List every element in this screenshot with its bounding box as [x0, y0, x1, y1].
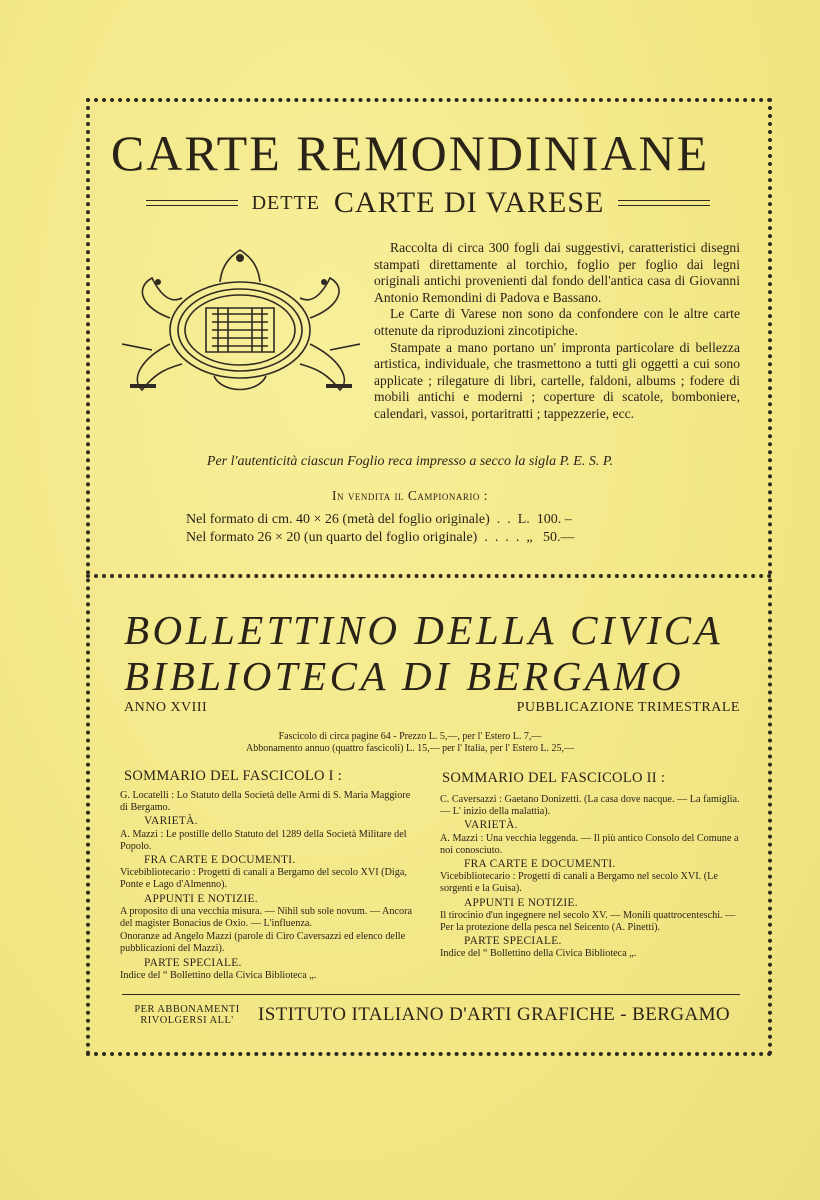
per-abbonamenti — [124, 1004, 250, 1026]
sommario-item: A. Mazzi : Le postille dello Statuto del 1289 della Società Militare del Popolo. — [120, 828, 407, 852]
sommario-item: Il tirocinio d'un ingegnere nel secolo XV. — Monili quattrocenteschi. — Per la protezione della pesca nel Seicento (A. Pinetti). — [440, 909, 736, 934]
sommario-section-heading: APPUNTI E NOTIZIE. — [144, 892, 258, 905]
sommario-section-heading: VARIETÀ. — [144, 815, 198, 828]
sommario-section-heading: PARTE SPECIALE. — [464, 935, 562, 948]
sommario-item: Vicebibliotecario : Progetti di canali a Bergamo del secolo XVI (Diga, Ponte e Lago d'Almenno). — [120, 867, 407, 891]
price-line-1: Nel formato di cm. 40 × 26 (metà del foglio originale) . . L. 100. – — [186, 512, 572, 527]
description-para-2: Le Carte di Varese non sono da confondere con le altre carte ottenute da riproduzioni zincotipiche. — [374, 306, 740, 338]
authenticity-note: Per l'autenticità ciascun Foglio reca impresso a secco la sigla P. E. S. P. — [206, 454, 614, 469]
sommario-section-heading: FRA CARTE E DOCUMENTI. — [144, 854, 296, 867]
sommario-section-heading: PARTE SPECIALE. — [144, 956, 242, 969]
anno-label: ANNO XVIII — [124, 700, 208, 715]
carte-remondiniane-title: CARTE REMONDINIANE — [110, 125, 710, 181]
sommario-2-list — [440, 794, 740, 962]
sommario-section-heading: FRA CARTE E DOCUMENTI. — [464, 858, 616, 871]
sommario-2-heading: SOMMARIO DEL FASCICOLO II : — [442, 770, 666, 786]
description-para-1: Raccolta di circa 300 fogli dai suggestivi, caratteristici disegni stampati direttamente al torchio, foglio per foglio dai legni originali antichi provenienti dal fondo dell'antica casa di Giovanni Antonio Remondini di Padova e Bassano. — [374, 240, 740, 305]
double-rule-left — [146, 200, 238, 206]
dotted-separator — [86, 574, 772, 578]
bollettino-title-line-1: BOLLETTINO DELLA CIVICA — [124, 607, 724, 653]
vendita-heading: In vendita il Campionario : — [331, 488, 489, 503]
sommario-1-list — [120, 790, 420, 983]
fascicolo-price: Fascicolo di circa pagine 64 - Prezzo L. 5,—, per l' Estero L. 7,— — [278, 731, 542, 742]
price-line-2: Nel formato 26 × 20 (un quarto del foglio originale) . . . . „ 50.— — [186, 530, 575, 545]
per-abbonamenti-line-1: PER ABBONAMENTI — [134, 1004, 240, 1015]
subtitle-row — [118, 186, 738, 220]
footer-rule — [122, 994, 740, 995]
dette-label: DETTE — [251, 191, 320, 214]
sommario-section-heading: VARIETÀ. — [464, 819, 518, 832]
per-abbonamenti-line-2: RIVOLGERSI ALL' — [140, 1015, 234, 1026]
carte-di-varese-subtitle: CARTE DI VARESE — [333, 186, 605, 219]
sommario-item: C. Caversazzi : Gaetano Donizetti. (La casa dove nacque. — La famiglia. — L' inizio della malattia). — [440, 794, 740, 818]
description-para-3: Stampate a mano portano un' impronta particolare di bellezza artistica, individuale, che trasmettono a tutti gli oggetti a cui sono applicate ; rilegature di libri, cartelle, faldoni, albums ; fodere di mobili antichi e moderni ; coperture di scatole, bomboniere, calendari, vassoi, portaritratti ; tappezzerie, ecc. — [374, 339, 740, 421]
pubblicazione-label: PUBBLICAZIONE TRIMESTRALE — [516, 700, 740, 715]
sommario-item: G. Locatelli : Lo Statuto della Società delle Armi di S. Maria Maggiore di Bergamo. — [120, 790, 411, 814]
sommario-item: Onoranze ad Angelo Mazzi (parole di Ciro Caversazzi ed elenco delle pubblicazioni del Mazzi). — [120, 931, 406, 955]
bollettino-title-line-2: BIBLIOTECA DI BERGAMO — [124, 653, 685, 699]
sommario-item: A. Mazzi : Una vecchia leggenda. — Il più antico Consolo del Comune a noi conosciuto. — [440, 832, 739, 856]
sommario-item: Indice del “ Bollettino della Civica Biblioteca „. — [440, 948, 637, 960]
carte-description — [122, 240, 740, 423]
sommario-item: Indice del “ Bollettino della Civica Biblioteca „. — [120, 969, 317, 981]
emblem-space — [122, 240, 374, 408]
sommario-item: Vicebibliotecario : Progetti di canali a Bergamo nel secolo XVI. (Le sorgenti e la Guisa). — [440, 871, 718, 895]
istituto-name: ISTITUTO ITALIANO D'ARTI GRAFICHE - BERGAMO — [258, 1004, 730, 1025]
sommario-item: A proposito di una vecchia misura. — Nihil sub sole novum. — Ancora del magister Bonacius de Oxio. — L'influenza. — [120, 905, 412, 930]
sommario-section-heading: APPUNTI E NOTIZIE. — [464, 896, 578, 909]
abbonamento-price: Abbonamento annuo (quattro fascicoli) L. 15,— per l' Italia, per l' Estero L. 25,— — [246, 743, 574, 754]
sommario-1-heading: SOMMARIO DEL FASCICOLO I : — [124, 768, 343, 784]
double-rule-right — [618, 200, 710, 206]
